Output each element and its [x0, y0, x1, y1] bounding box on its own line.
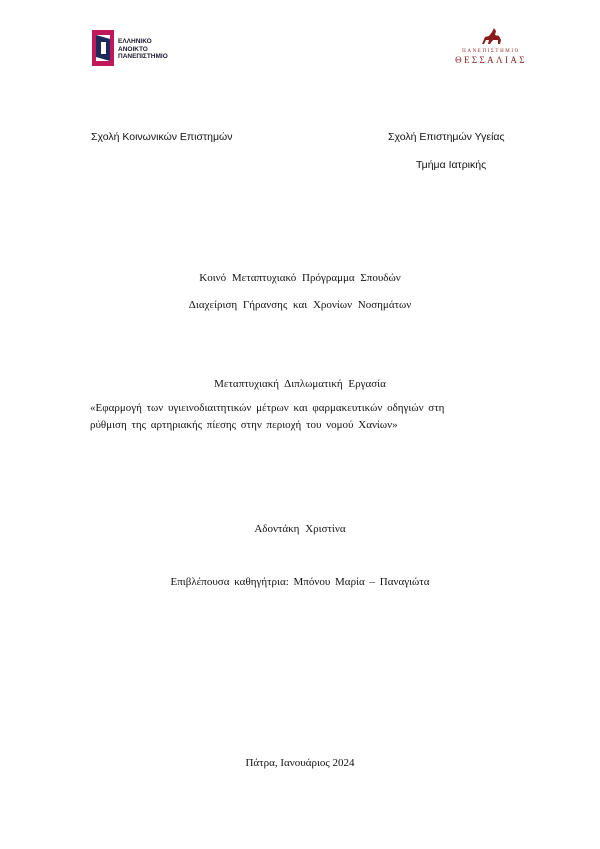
- eap-logo-text: ΕΛΛΗΝΙΚΟ ΑΝΟΙΚΤΟ ΠΑΝΕΠΙΣΤΗΜΙΟ: [118, 38, 168, 60]
- uth-logo-line1: ΠΑΝΕΠΙΣΤΗΜΙΟ: [462, 49, 520, 54]
- author-name: Αδοντάκη Χριστίνα: [254, 523, 346, 535]
- right-school-label: Σχολή Επιστημών Υγείας: [388, 131, 505, 143]
- thesis-title-line1: «Εφαρμογή των υγιεινοδιαιτητικών μέτρων και φαρμακευτικών οδηγιών στη: [90, 402, 445, 414]
- place-date: Πάτρα, Ιανουάριος 2024: [245, 757, 355, 769]
- uth-logo-line2: ΘΕΣΣΑΛΙΑΣ: [455, 55, 527, 65]
- supervisor-label: Επιβλέπουσα καθηγήτρια: Μπόνου Μαρία – Παναγιώτα: [170, 576, 430, 588]
- department-label: Τμήμα Ιατρικής: [416, 159, 487, 171]
- uth-logo: [448, 26, 534, 70]
- left-school-label: Σχολή Κοινωνικών Επιστημών: [91, 131, 233, 143]
- thesis-title-line2: ρύθμιση της αρτηριακής πίεσης στην περιοχή του νομού Χανίων»: [90, 419, 398, 431]
- eap-logo-icon: [92, 30, 114, 66]
- program-subtitle: Διαχείριση Γήρανσης και Χρονίων Νοσημάτων: [188, 299, 412, 311]
- eap-logo: [92, 28, 182, 68]
- centaur-emblem-icon: [476, 26, 506, 48]
- program-title: Κοινό Μεταπτυχιακό Πρόγραμμα Σπουδών: [199, 272, 401, 284]
- thesis-type: Μεταπτυχιακή Διπλωματική Εργασία: [214, 378, 386, 390]
